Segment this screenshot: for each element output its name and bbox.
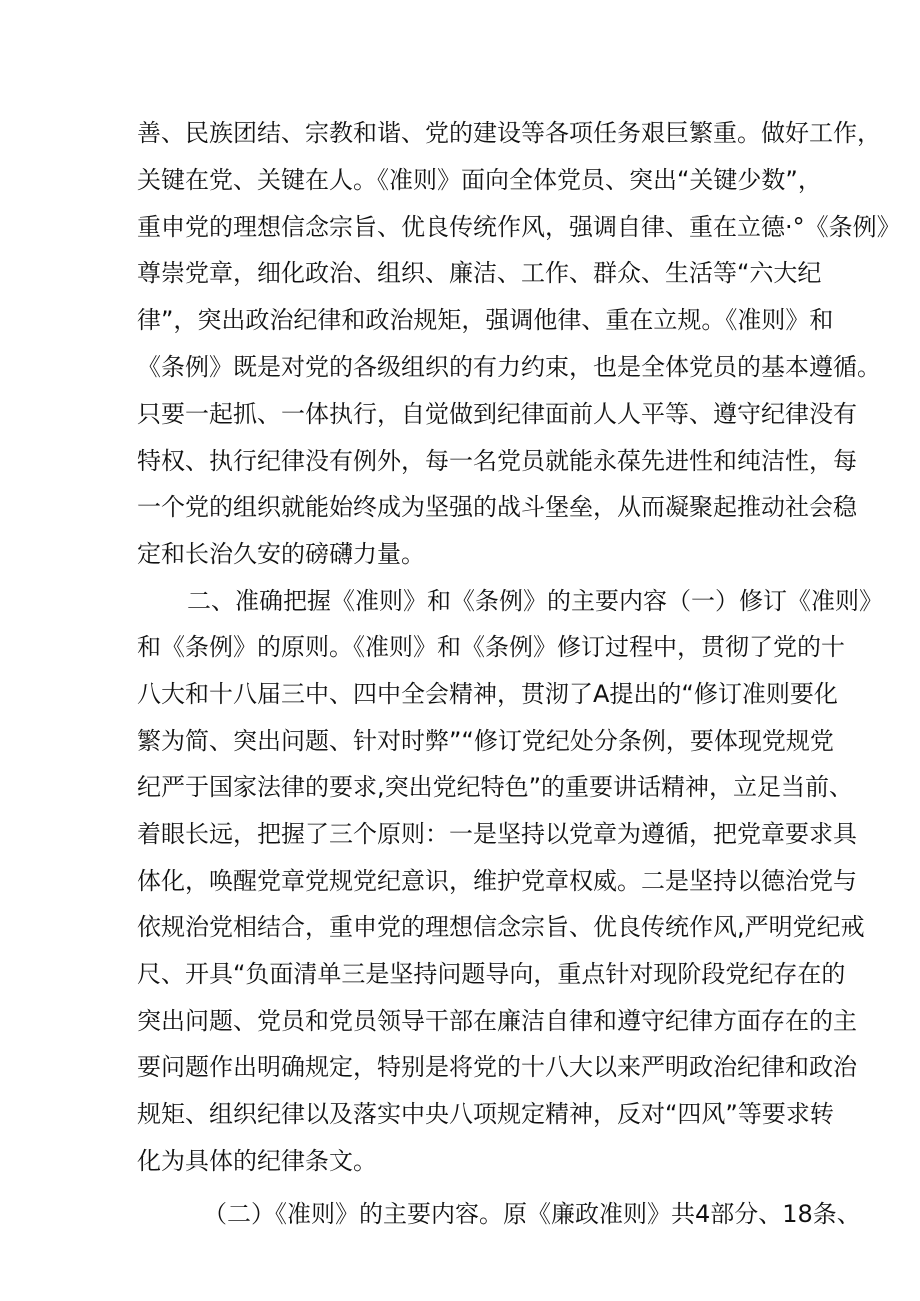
subsection-heading-line: （二）《准则》的主要内容。原《廉政准则》共4部分、18条、 (203, 1200, 861, 1228)
text-line: 《条例》既是对党的各级组织的有力约束，也是全体党员的基本遵循。 (137, 353, 881, 381)
text-line: 善、民族团结、宗教和谐、党的建设等各项任务艰巨繁重。做好工作， (137, 119, 881, 147)
text-line: 重申党的理想信念宗旨、优良传统作风，强调自律、重在立德·°《条例》 (137, 213, 901, 241)
text-line: 八大和十八届三中、四中全会精神，贯沏了A提出的“修订准则要化 (137, 680, 838, 708)
text-line: 一个党的组织就能始终成为坚强的战斗堡垒，从而凝聚起推动社会稳 (137, 493, 857, 521)
text-line: 规矩、组织纪律以及落实中央八项规定精神，反对“四风”等要求转 (137, 1100, 834, 1128)
text-line: 要问题作出明确规定，特别是将党的十八大以来严明政治纪律和政治 (137, 1053, 857, 1081)
text-line: 尺、开具“负面清单三是坚持问题导向，重点针对现阶段党纪存在的 (137, 960, 846, 988)
text-line: 只要一起抓、一体执行，自觉做到纪律面前人人平等、遵守纪律没有 (137, 400, 857, 428)
text-line: 特权、执行纪律没有例外，每一名党员就能永葆先进性和纯洁性，每 (137, 447, 857, 475)
text-line: 繁为简、突出问题、针对时弊”“修订党纪处分条例，要体现党规党 (137, 727, 834, 755)
text-line: 纪严于国家法律的要求,突出党纪特色”的重要讲话精神，立足当前、 (137, 773, 854, 801)
text-line: 着眼长远，把握了三个原则：一是坚持以党章为遵循，把党章要求具 (137, 820, 857, 848)
text-line: 定和长治久安的磅礴力量。 (137, 540, 425, 568)
text-line: 突出问题、党员和党员领导干部在廉洁自律和遵守纪律方面存在的主 (137, 1007, 857, 1035)
text-line: 化为具体的纪律条文。 (137, 1147, 377, 1175)
text-line: 依规治党相结合，重申党的理想信念宗旨、优良传统作风,严明党纪戒 (137, 913, 865, 941)
text-line: 尊崇党章，细化政治、组织、廉洁、工作、群众、生活等“六大纪 (137, 259, 822, 287)
text-line: 关键在党、关键在人。《准则》面向全体党员、突出“关键少数”， (137, 166, 822, 194)
text-line: 和《条例》的原则。《准则》和《条例》修订过程中，贯彻了党的十 (137, 633, 845, 661)
text-line: 律”，突出政治纪律和政治规矩，强调他律、重在立规。《准则》和 (137, 306, 834, 334)
section-heading-line: 二、准确把握《准则》和《条例》的主要内容（一）修订《准则》 (187, 587, 883, 615)
text-line: 体化，唤醒党章党规党纪意识，维护党章权威。二是坚持以德治党与 (137, 867, 857, 895)
